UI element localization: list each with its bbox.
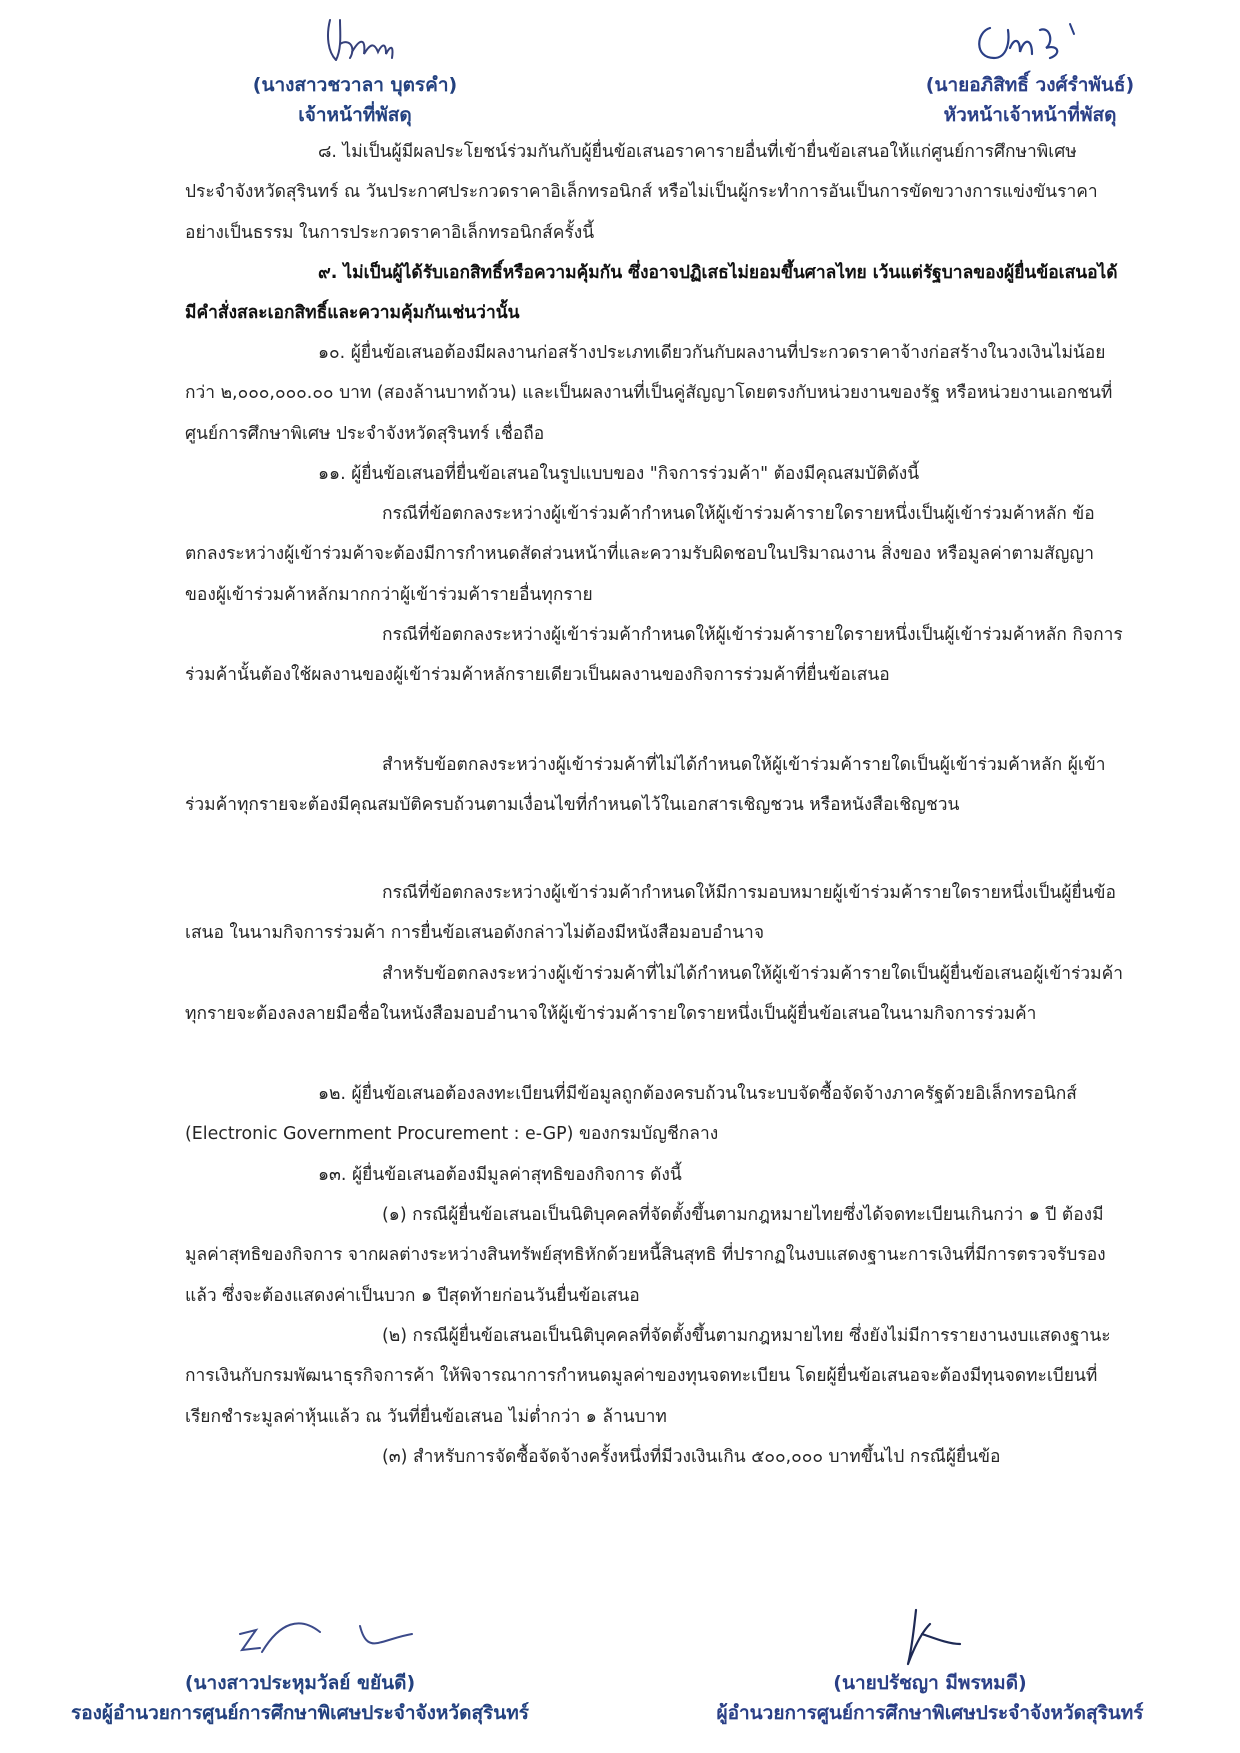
clause-8: ๘. ไม่เป็นผู้มีผลประโยชน์ร่วมกันกับผู้ยื่นข้อเสนอราคารายอื่นที่เข้ายื่นข้อเสนอให้แก่ศูนย์การศึกษาพิเศษ ประจำจังหวัดสุรินทร์ ณ วันประกาศประกวดราคาอิเล็กทรอนิกส์ หรือไม่เป็นผู้กระทำการอันเป็นการขัดขวางการแข่งขันราคาอย่างเป็นธรรม ในการประกวดราคาอิเล็กทรอนิกส์ครั้งนี้ — [185, 142, 1098, 243]
signer-name: (นางสาวชวาลา บุตรคำ) — [252, 74, 458, 96]
clause-11: ๑๑. ผู้ยื่นข้อเสนอที่ยื่นข้อเสนอในรูปแบบของ "กิจการร่วมค้า" ต้องมีคุณสมบัติดังนี้ — [318, 464, 920, 484]
clause-12: ๑๒. ผู้ยื่นข้อเสนอต้องลงทะเบียนที่มีข้อมูลถูกต้องครบถ้วนในระบบจัดซื้อจัดจ้างภาครัฐด้วยอิเล็กทรอนิกส์ (Electronic Government Procurement : e-GP) ของกรมบัญชีกลาง — [185, 1084, 1077, 1145]
clause-10: ๑๐. ผู้ยื่นข้อเสนอต้องมีผลงานก่อสร้างประเภทเดียวกันกับผลงานที่ประกวดราคาจ้างก่อสร้างในวงเงินไม่น้อยกว่า ๒,๐๐๐,๐๐๐.๐๐ บาท (สองล้านบาทถ้วน) และเป็นผลงานที่เป็นคู่สัญญาโดยตรงกับหน่วยงานของรัฐ หรือหน่วยงานเอกชนที่ ศูนย์การศึกษาพิเศษ ประจำจังหวัดสุรินทร์ เชื่อถือ — [185, 343, 1113, 444]
clause-13-1: (๑) กรณีผู้ยื่นข้อเสนอเป็นนิติบุคคลที่จัดตั้งขึ้นตามกฎหมายไทยซึ่งได้จดทะเบียนเกินกว่า ๑ ปี ต้องมีมูลค่าสุทธิของกิจการ จากผลต่างระหว่างสินทรัพย์สุทธิหักด้วยหนี้สินสุทธิ ที่ปรากฏในงบแสดงฐานะการเงินที่มีการตรวจรับรองแล้ว ซึ่งจะต้องแสดงค่าเป็นบวก ๑ ปีสุดท้ายก่อนวันยื่นข้อเสนอ — [185, 1205, 1106, 1306]
clause-11-main-partner-work: กรณีที่ข้อตกลงระหว่างผู้เข้าร่วมค้ากำหนดให้ผู้เข้าร่วมค้ารายใดรายหนึ่งเป็นผู้เข้าร่วมค้าหลัก กิจการร่วมค้านั้นต้องใช้ผลงานของผู้เข้าร่วมค้าหลักรายเดียวเป็นผลงานของกิจการร่วมค้าที่ยื่นข้อเสนอ — [185, 625, 1123, 686]
signer-title: หัวหน้าเจ้าหน้าที่พัสดุ — [943, 104, 1117, 126]
clause-9: ๙. ไม่เป็นผู้ได้รับเอกสิทธิ์หรือความคุ้มกัน ซึ่งอาจปฏิเสธไม่ยอมขึ้นศาลไทย เว้นแต่รัฐบาลของผู้ยื่นข้อเสนอได้มีคำสั่งสละเอกสิทธิ์และความคุ้มกันเช่นว่านั้น — [185, 263, 1118, 324]
handwritten-signature — [290, 8, 420, 70]
signer-name: (นางสาวประหุมวัลย์ ขยันดี) — [184, 1672, 416, 1694]
clause-11-main-partner: กรณีที่ข้อตกลงระหว่างผู้เข้าร่วมค้ากำหนดให้ผู้เข้าร่วมค้ารายใดรายหนึ่งเป็นผู้เข้าร่วมค้าหลัก ข้อตกลงระหว่างผู้เข้าร่วมค้าจะต้องมีการกำหนดสัดส่วนหน้าที่และความรับผิดชอบในปริมาณงาน สิ่งของ หรือมูลค่าตามสัญญาของผู้เข้าร่วมค้าหลักมากกว่าผู้เข้าร่วมค้ารายอื่นทุกราย — [185, 504, 1095, 605]
clause-13: ๑๓. ผู้ยื่นข้อเสนอต้องมีมูลค่าสุทธิของกิจการ ดังนี้ — [318, 1165, 682, 1185]
signer-title: ผู้อำนวยการศูนย์การศึกษาพิเศษประจำจังหวัดสุรินทร์ — [716, 1702, 1144, 1724]
signer-name: (นายอภิสิทธิ์ วงศ์รำพันธ์) — [925, 74, 1135, 96]
signature-block-head-officer — [835, 8, 1225, 130]
signer-title: เจ้าหน้าที่พัสดุ — [298, 104, 412, 126]
signature-block-director — [640, 1604, 1220, 1728]
handwritten-signature — [150, 1612, 450, 1668]
handwritten-signature — [830, 1604, 1030, 1668]
signature-block-deputy-director — [20, 1612, 580, 1728]
clause-11-assigned-bidder: กรณีที่ข้อตกลงระหว่างผู้เข้าร่วมค้ากำหนดให้มีการมอบหมายผู้เข้าร่วมค้ารายใดรายหนึ่งเป็นผู้ยื่นข้อเสนอ ในนามกิจการร่วมค้า การยื่นข้อเสนอดังกล่าวไม่ต้องมีหนังสือมอบอำนาจ — [185, 883, 1116, 944]
clause-11-power-of-attorney: สำหรับข้อตกลงระหว่างผู้เข้าร่วมค้าที่ไม่ได้กำหนดให้ผู้เข้าร่วมค้ารายใดเป็นผู้ยื่นข้อเสนอผู้เข้าร่วมค้าทุกรายจะต้องลงลายมือชื่อในหนังสือมอบอำนาจให้ผู้เข้าร่วมค้ารายใดรายหนึ่งเป็นผู้ยื่นข้อเสนอในนามกิจการร่วมค้า — [185, 964, 1124, 1025]
handwritten-signature — [950, 8, 1110, 70]
signer-title: รองผู้อำนวยการศูนย์การศึกษาพิเศษประจำจังหวัดสุรินทร์ — [71, 1702, 529, 1724]
signer-name: (นายปรัชญา มีพรหมดี) — [833, 1672, 1027, 1694]
clause-11-no-main-partner: สำหรับข้อตกลงระหว่างผู้เข้าร่วมค้าที่ไม่ได้กำหนดให้ผู้เข้าร่วมค้ารายใดเป็นผู้เข้าร่วมค้าหลัก ผู้เข้าร่วมค้าทุกรายจะต้องมีคุณสมบัติครบถ้วนตามเงื่อนไขที่กำหนดไว้ในเอกสารเชิญชวน หรือหนังสือเชิญชวน — [185, 755, 1106, 816]
signature-block-officer — [190, 8, 520, 130]
clause-13-3: (๓) สำหรับการจัดซื้อจัดจ้างครั้งหนึ่งที่มีวงเงินเกิน ๕๐๐,๐๐๐ บาทขึ้นไป กรณีผู้ยื่นข้อ — [382, 1447, 1001, 1467]
clause-13-2: (๒) กรณีผู้ยื่นข้อเสนอเป็นนิติบุคคลที่จัดตั้งขึ้นตามกฎหมายไทย ซึ่งยังไม่มีการรายงานงบแสดงฐานะการเงินกับกรมพัฒนาธุรกิจการค้า ให้พิจารณาการกำหนดมูลค่าของทุนจดทะเบียน โดยผู้ยื่นข้อเสนอจะต้องมีทุนจดทะเบียนที่เรียกชำระมูลค่าหุ้นแล้ว ณ วันที่ยื่นข้อเสนอ ไม่ต่ำกว่า ๑ ล้านบาท — [185, 1326, 1111, 1427]
